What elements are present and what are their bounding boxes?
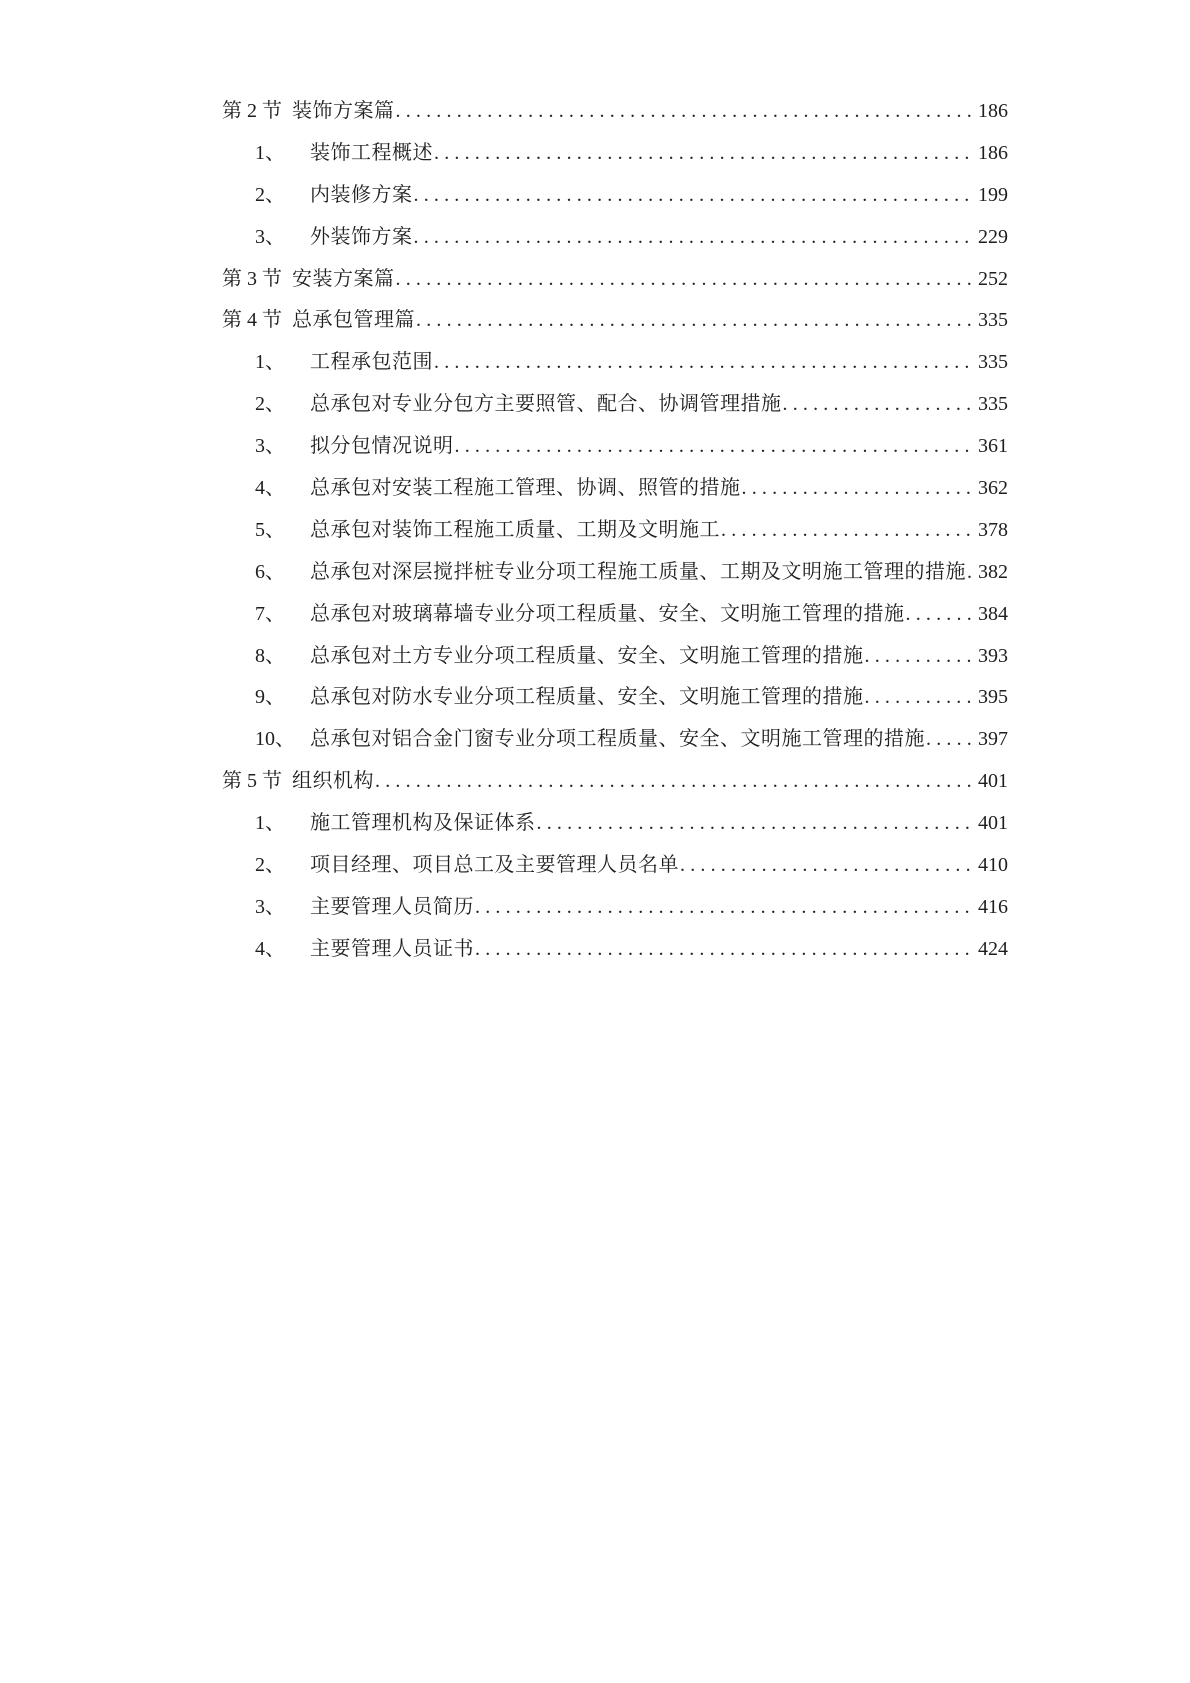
entry-number: 6、: [255, 560, 285, 583]
entry-title: 总承包对专业分包方主要照管、配合、协调管理措施: [310, 393, 782, 416]
entry-page-number: 416: [978, 895, 1008, 918]
entry-title: 工程承包范围: [310, 351, 433, 374]
toc-list: [222, 91, 1008, 971]
entry-title: 安装方案篇: [292, 267, 395, 290]
toc-entry-section[interactable]: [222, 91, 1008, 133]
entry-page-number: 393: [978, 644, 1008, 667]
dot-leader: [414, 217, 975, 259]
dot-leader: [414, 175, 975, 217]
entry-number: 2、: [255, 854, 285, 877]
entry-page-number: 252: [978, 267, 1008, 290]
dot-leader: [475, 887, 974, 929]
dot-leader: [721, 510, 974, 552]
toc-entry-item[interactable]: [222, 636, 1008, 678]
entry-number: 第 3 节: [222, 267, 282, 290]
entry-title: 装饰工程概述: [310, 141, 433, 164]
entry-page-number: 401: [978, 770, 1008, 793]
dot-leader: [455, 426, 975, 468]
entry-title: 内装修方案: [310, 183, 413, 206]
entry-page-number: 186: [978, 141, 1008, 164]
dot-leader: [537, 803, 975, 845]
entry-page-number: 335: [978, 351, 1008, 374]
entry-number: 10、: [255, 728, 295, 751]
entry-page-number: 361: [978, 435, 1008, 458]
entry-page-number: 362: [978, 477, 1008, 500]
entry-title: 总承包管理篇: [292, 309, 415, 332]
entry-number: 1、: [255, 812, 285, 835]
toc-entry-item[interactable]: [222, 468, 1008, 510]
entry-title: 总承包对防水专业分项工程质量、安全、文明施工管理的措施: [310, 686, 864, 709]
toc-entry-item[interactable]: [222, 384, 1008, 426]
dot-leader: [475, 929, 974, 971]
dot-leader: [926, 719, 974, 761]
toc-entry-item[interactable]: [222, 552, 1008, 594]
dot-leader: [680, 845, 974, 887]
entry-page-number: 186: [978, 100, 1008, 122]
entry-number: 1、: [255, 351, 285, 374]
entry-page-number: 382: [978, 560, 1008, 583]
entry-title: 外装饰方案: [310, 225, 413, 248]
entry-title: 主要管理人员证书: [310, 937, 474, 960]
entry-title: 总承包对装饰工程施工质量、工期及文明施工: [310, 518, 720, 541]
entry-number: 3、: [255, 435, 285, 458]
toc-entry-item[interactable]: [222, 133, 1008, 175]
entry-title: 项目经理、项目总工及主要管理人员名单: [310, 854, 679, 877]
entry-number: 2、: [255, 393, 285, 416]
entry-title: 施工管理机构及保证体系: [310, 812, 536, 835]
entry-page-number: 395: [978, 686, 1008, 709]
entry-title: 总承包对安装工程施工管理、协调、照管的措施: [310, 477, 741, 500]
entry-title: 拟分包情况说明: [310, 435, 454, 458]
toc-entry-section[interactable]: [222, 300, 1008, 342]
entry-number: 4、: [255, 477, 285, 500]
entry-title: 组织机构: [292, 770, 374, 793]
entry-number: 1、: [255, 141, 285, 164]
dot-leader: [742, 468, 975, 510]
entry-title: 总承包对玻璃幕墙专业分项工程质量、安全、文明施工管理的措施: [310, 602, 905, 625]
toc-entry-item[interactable]: [222, 887, 1008, 929]
dot-leader: [967, 552, 974, 594]
entry-page-number: 199: [978, 183, 1008, 206]
dot-leader: [865, 636, 975, 678]
toc-entry-item[interactable]: [222, 677, 1008, 719]
toc-entry-item[interactable]: [222, 510, 1008, 552]
toc-entry-section[interactable]: [222, 761, 1008, 803]
dot-leader: [783, 384, 975, 426]
dot-leader: [434, 342, 974, 384]
entry-title: 主要管理人员简历: [310, 895, 474, 918]
toc-entry-item[interactable]: [222, 217, 1008, 259]
entry-page-number: 401: [978, 812, 1008, 835]
entry-page-number: 335: [978, 309, 1008, 332]
entry-number: 第 5 节: [222, 770, 282, 793]
entry-number: 7、: [255, 602, 285, 625]
entry-page-number: 378: [978, 518, 1008, 541]
toc-entry-item[interactable]: [222, 175, 1008, 217]
entry-number: 8、: [255, 644, 285, 667]
entry-number: 第 2 节: [222, 100, 282, 122]
entry-title: 总承包对深层搅拌桩专业分项工程施工质量、工期及文明施工管理的措施: [310, 560, 966, 583]
entry-title: 总承包对铝合金门窗专业分项工程质量、安全、文明施工管理的措施: [310, 728, 925, 751]
dot-leader: [865, 677, 975, 719]
entry-number: 3、: [255, 225, 285, 248]
toc-entry-section[interactable]: [222, 259, 1008, 301]
toc-entry-item[interactable]: [222, 803, 1008, 845]
toc-entry-item[interactable]: [222, 594, 1008, 636]
entry-page-number: 397: [978, 728, 1008, 751]
toc-entry-item[interactable]: [222, 845, 1008, 887]
entry-page-number: 229: [978, 225, 1008, 248]
entry-page-number: 410: [978, 854, 1008, 877]
dot-leader: [396, 91, 975, 133]
toc-entry-item[interactable]: [222, 929, 1008, 971]
entry-page-number: 384: [978, 602, 1008, 625]
entry-page-number: 424: [978, 937, 1008, 960]
entry-number: 9、: [255, 686, 285, 709]
entry-number: 3、: [255, 895, 285, 918]
entry-number: 第 4 节: [222, 309, 282, 332]
toc-entry-item[interactable]: [222, 719, 1008, 761]
dot-leader: [906, 594, 975, 636]
entry-number: 5、: [255, 518, 285, 541]
dot-leader: [375, 761, 974, 803]
toc-entry-item[interactable]: [222, 426, 1008, 468]
dot-leader: [416, 300, 974, 342]
entry-number: 4、: [255, 937, 285, 960]
entry-title: 装饰方案篇: [292, 100, 395, 122]
dot-leader: [396, 259, 975, 301]
dot-leader: [434, 133, 974, 175]
toc-entry-item[interactable]: [222, 342, 1008, 384]
entry-number: 2、: [255, 183, 285, 206]
entry-title: 总承包对土方专业分项工程质量、安全、文明施工管理的措施: [310, 644, 864, 667]
entry-page-number: 335: [978, 393, 1008, 416]
